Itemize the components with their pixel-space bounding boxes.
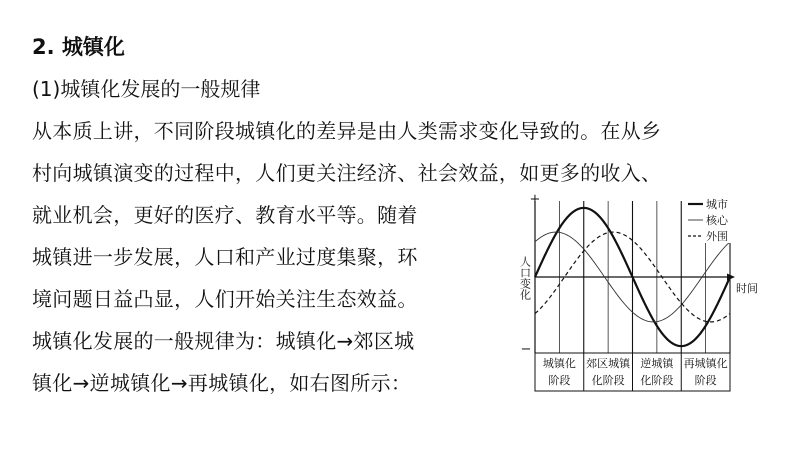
stage-label-1-line1: 城镇化	[542, 357, 576, 370]
stage-label-4-line1: 再城镇化	[683, 357, 728, 370]
urbanization-chart	[505, 193, 770, 393]
stage-label-4-line2: 阶段	[694, 374, 717, 387]
paragraph-line-4: 城镇进一步发展，人口和产业过度集聚，环	[32, 245, 418, 269]
stage-label-2-line2: 化阶段	[591, 374, 625, 387]
section-heading: 2. 城镇化	[32, 35, 125, 59]
subsection-heading: (1)城镇化发展的一般规律	[32, 77, 261, 101]
paragraph-line-1: 从本质上讲，不同阶段城镇化的差异是由人类需求变化导致的。在从乡	[32, 119, 662, 143]
y-axis-minus: −	[520, 342, 532, 357]
y-axis-plus: +	[529, 193, 541, 207]
stage-label-2-line1: 郊区城镇	[586, 357, 631, 370]
x-axis-label: 时间	[736, 282, 758, 295]
stage-label-3-line2: 化阶段	[640, 374, 674, 387]
legend-label-periphery: 外围	[706, 230, 728, 243]
legend	[685, 195, 737, 243]
paragraph-line-2: 村向城镇演变的过程中，人们更关注经济、社会效益，如更多的收入、	[32, 161, 662, 185]
stage-label-3-line1: 逆城镇	[640, 357, 674, 370]
y-axis-label: 人口变化	[518, 256, 532, 300]
paragraph-line-7: 镇化→逆城镇化→再城镇化，如右图所示：	[32, 371, 412, 395]
paragraph-line-5: 境问题日益凸显，人们开始关注生态效益。	[32, 287, 418, 311]
paragraph-line-6: 城镇化发展的一般规律为：城镇化→郊区城	[32, 329, 415, 353]
stage-labels	[543, 353, 728, 391]
legend-label-core: 核心	[706, 214, 728, 227]
stage-label-1-line2: 阶段	[548, 374, 571, 387]
legend-label-city: 城市	[706, 198, 728, 211]
paragraph-line-3: 就业机会，更好的医疗、教育水平等。随着	[32, 203, 418, 227]
